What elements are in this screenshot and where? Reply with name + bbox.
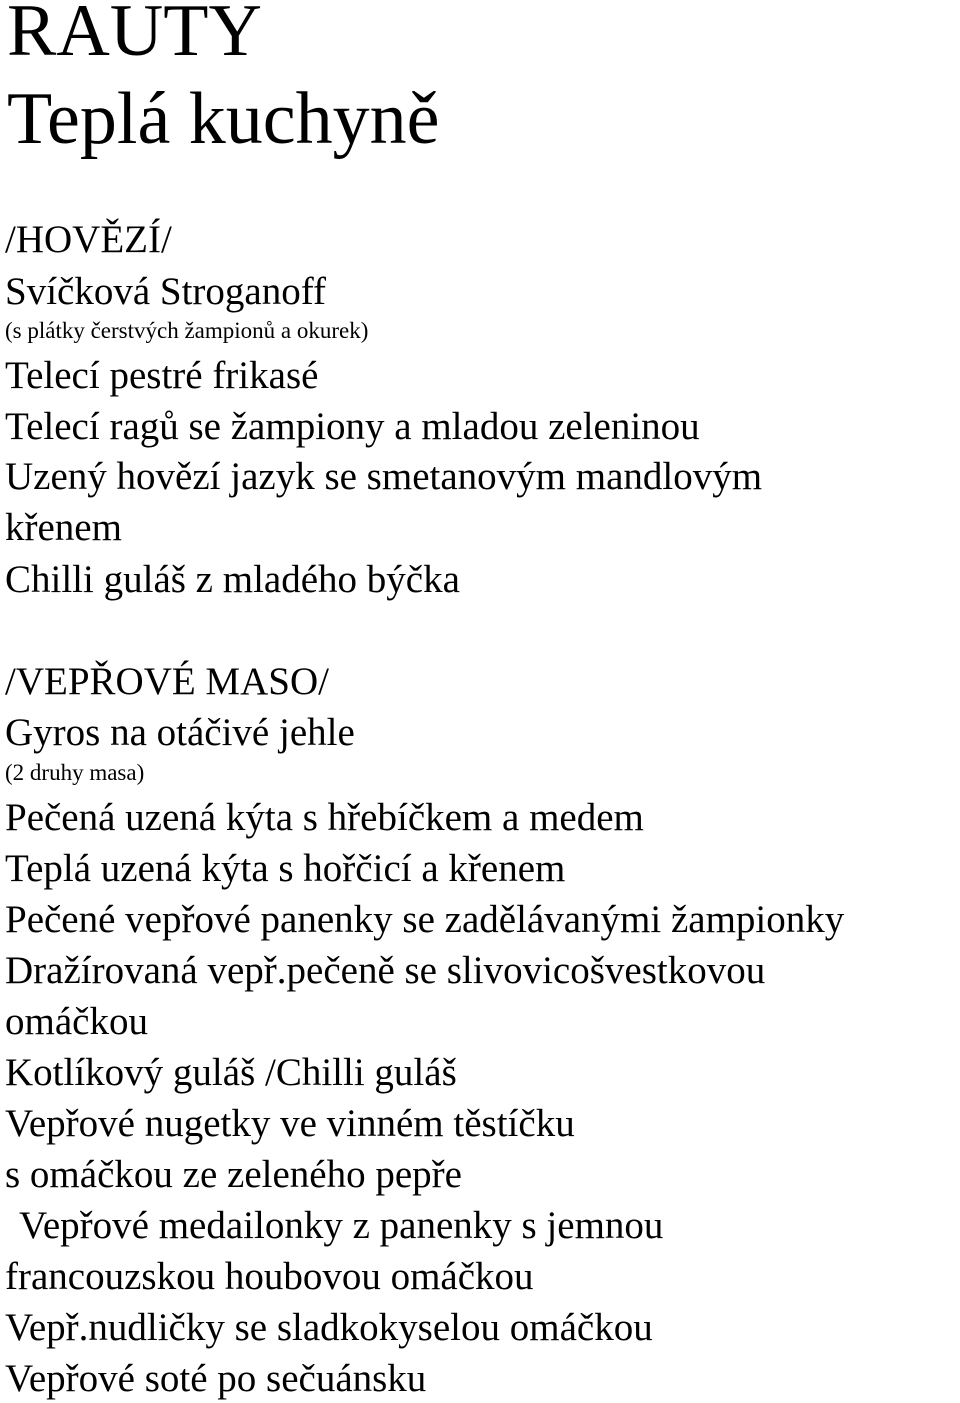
menu-item: Vepřové soté po sečuánsku <box>5 1357 427 1400</box>
menu-item: Gyros na otáčivé jehle <box>5 711 355 754</box>
section-heading-pork: /VEPŘOVÉ MASO/ <box>5 660 329 703</box>
menu-item-continued: francouzskou houbovou omáčkou <box>5 1255 534 1298</box>
menu-item: Pečená uzená kýta s hřebíčkem a medem <box>5 796 644 839</box>
menu-item-continued: s omáčkou ze zeleného pepře <box>5 1153 462 1196</box>
menu-item: Pečené vepřové panenky se zadělávanými žampionky <box>5 898 845 941</box>
menu-item: Telecí pestré frikasé <box>5 354 319 397</box>
page-title: RAUTY <box>7 0 262 72</box>
menu-item-continued: křenem <box>5 506 122 549</box>
menu-item: Svíčková Stroganoff <box>5 270 326 313</box>
menu-item: Vepř.nudličky se sladkokyselou omáčkou <box>5 1306 653 1349</box>
menu-item: Chilli guláš z mladého býčka <box>5 558 460 601</box>
menu-item: Dražírovaná vepř.pečeně se slivovicošvestkovou <box>5 949 766 992</box>
section-heading-beef: /HOVĚZÍ/ <box>5 218 172 261</box>
menu-item: Telecí ragů se žampiony a mladou zeleninou <box>5 405 700 448</box>
menu-item-note: (2 druhy masa) <box>5 760 145 785</box>
menu-item: Teplá uzená kýta s hořčicí a křenem <box>5 847 566 890</box>
menu-item-note: (s plátky čerstvých žampionů a okurek) <box>5 318 369 343</box>
menu-item: Vepřové nugetky ve vinném těstíčku <box>5 1102 575 1145</box>
menu-item: Kotlíkový guláš /Chilli guláš <box>5 1051 457 1094</box>
menu-item: Vepřové medailonky z panenky s jemnou <box>19 1204 664 1247</box>
page-subtitle: Teplá kuchyně <box>7 78 440 160</box>
menu-item-continued: omáčkou <box>5 1000 148 1043</box>
menu-item: Uzený hovězí jazyk se smetanovým mandlovým <box>5 455 763 498</box>
